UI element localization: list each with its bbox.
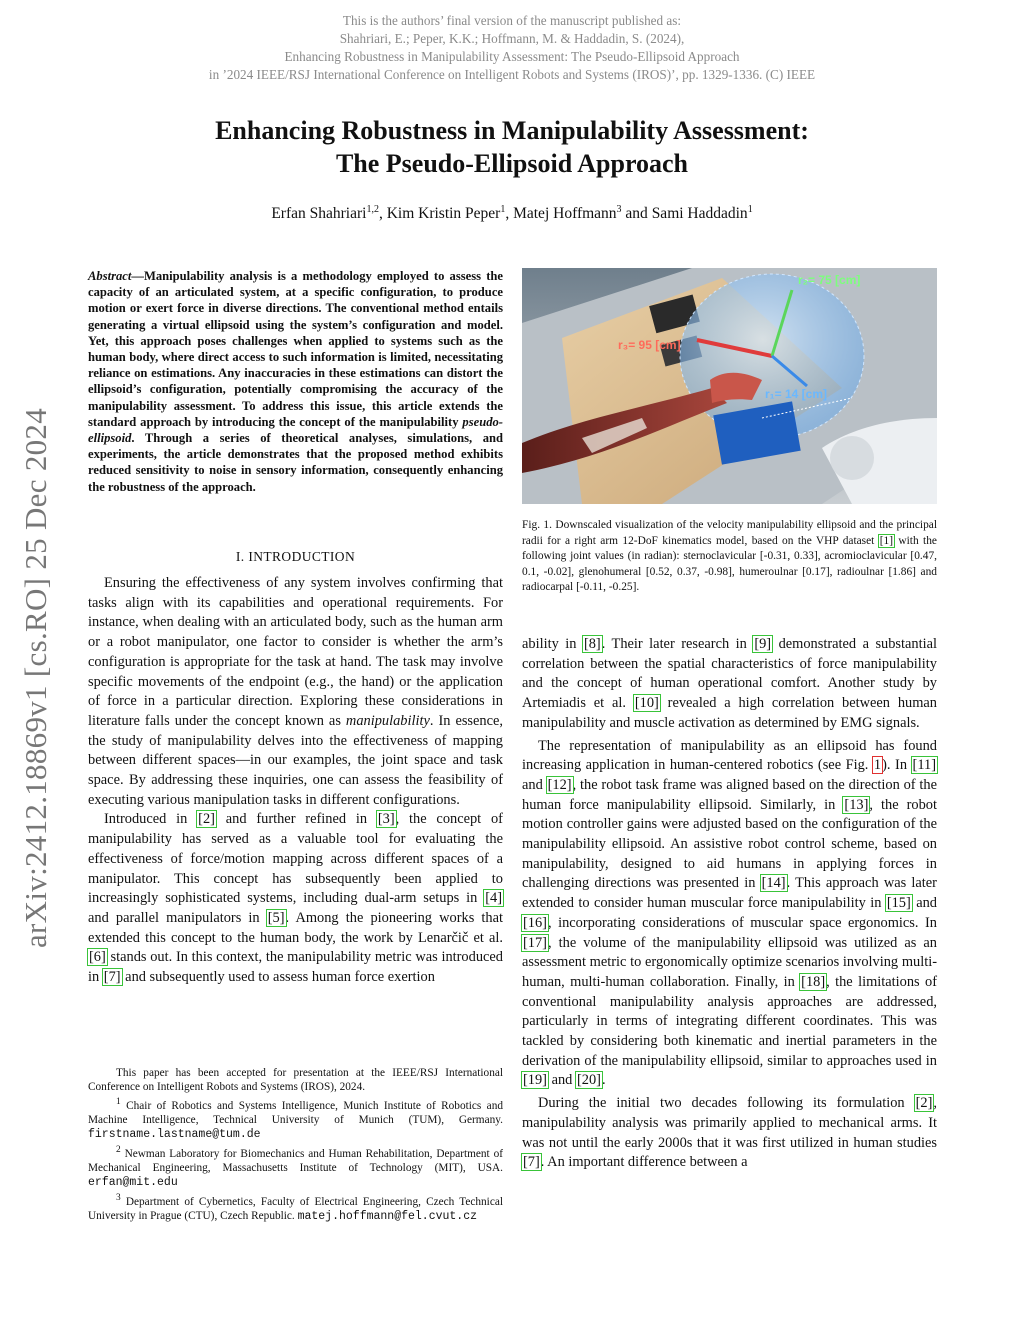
abstract-text: —Manipulability analysis is a methodology employed to assess the capacity of an articulated system, at a specific configuration, to produce motion or exert force in diverse directions. The conventional method entails generating a virtual ellipsoid using the system’s configuration and model. Yet, this approach poses challenges when applied to systems such as the human body, where direct access to such information is limited, necessitating reliance on estimations. Any inaccuracies in these estimations can distort the ellipsoid’s configuration, potentially compromising the accuracy of the manipulability assessment. To address this issue, this article extends the standard approach by introducing the concept of the manipulability: [88, 269, 503, 429]
header-line: Shahriari, E.; Peper, K.K.; Hoffmann, M. & Haddadin, S. (2024),: [339, 31, 685, 46]
citation-link[interactable]: [15]: [886, 895, 911, 912]
right-column-body: [522, 635, 937, 1173]
author: Sami Haddadin$^1$: [651, 204, 753, 223]
radius-label-r1: r₁= 14 [cm]: [765, 387, 827, 401]
header-line: in ’2024 IEEE/RSJ International Conference on Intelligent Robots and Systems (IROS)’, pp. 1329-1336. (C) IEEE: [208, 67, 816, 82]
email-link[interactable]: matej.hoffmann@fel.cvut.cz: [297, 1209, 478, 1223]
citation-link[interactable]: [12]: [547, 776, 572, 793]
citation-link[interactable]: [5]: [267, 909, 285, 926]
paragraph: The representation of manipulability as an ellipsoid has found increasing application in human-centered robotics (see Fig. 1). In [11] and [12], the robot task frame was aligned based on the direction of the human force manipulability ellipsoid. Similarly, in [13], the robot motion controller gains were adjusted based on the configuration of the manipulability ellipsoid. An assistive robot control scheme, based on manipulability, designed to aid humans in applying forces in challenging directions was presented in [14]. This approach was later extended to consider human muscular force manipulability in [15] and [16], incorporating considerations of muscular space ergonomics. In [17], the volume of the manipulability ellipsoid was utilized as an assessment metric to ergonomically optimize scenarios involving multi-human, multi-human collaboration. Finally, in [18], the limitations of conventional manipulability analysis approaches are addressed, particularly in terms of integrating different coordinates. This was tackled by considering both kinematic and inertial parameters in the derivation of the manipulability ellipsoid, similar to approaches used in [19] and [20].: [522, 737, 937, 1089]
paper-title: [0, 114, 1024, 180]
citation-link[interactable]: [6]: [89, 949, 106, 966]
author: Kim Kristin Peper$^1$,: [386, 204, 514, 223]
paragraph: Ensuring the effectiveness of any system involves confirming that tasks align with its capabilities and operational requirements. For instance, when dealing with an articulated body, such as the human arm or a robot manipulator, one factor to consider is whether the arm’s configuration is appropriate for the task at hand. The task may involve specific movements of the endpoint (e.g., the hand) or the application of force in a particular direction. Exploring these considerations in literature falls under the concept known as manipulability. In essence, the study of manipulability delves into the effectiveness of mapping between different spaces—in our examples, the joint space and task space. By addressing these inquiries, one can assess the feasibility of executing various manipulation tasks in different configurations.: [88, 575, 503, 808]
citation-link[interactable]: [16]: [523, 914, 547, 931]
abstract-text: . Through a series of theoretical analyses, simulations, and experiments, the article demonstrates that the proposed method exhibits reduced sensitivity to noise in sensory information, consequently enhancing the robustness of the approach.: [88, 431, 503, 494]
paragraph: During the initial two decades following its formulation [2], manipulability analysis was primarily applied to mechanical arms. It was not until the early 2000s that it was first utilized in human studies [7]. An important difference between a: [522, 1095, 937, 1171]
footnote: $^2$ Newman Laboratory for Biomechanics and Human Rehabilitation, Department of Mechanical Engineering, Massachusetts Institute of Technology (MIT), USA. erfan@mit.edu: [88, 1144, 503, 1190]
figure-1-image: [522, 268, 937, 504]
paragraph: Introduced in [2] and further refined in [3], the concept of manipulability has served as a valuable tool for evaluating the effectiveness of force/motion mapping across different spaces of a manipulator. This concept has subsequently been applied to increasingly sophisticated systems, including dual-arm setups in [4] and parallel manipulators in [5]. Among the pioneering works that extended this concept to the human body, the work by Lenarčič et al. [6] stands out. In this context, the manipulability metric was introduced in [7] and subsequently used to assess human force exertion: [88, 811, 503, 986]
citation-link[interactable]: [10]: [634, 695, 659, 712]
citation-link[interactable]: [19]: [523, 1072, 547, 1089]
citation-link[interactable]: [20]: [576, 1072, 601, 1089]
figure-caption: Fig. 1. Downscaled visualization of the velocity manipulability ellipsoid and the principal radii for a right arm 12-DoF kinematics model, based on the VHP dataset [1] with the following joint values (in radian): sternoclavicular [-0.31, 0.33], acromioclavicular [0.47, 0.1, -0.02], glenohumeral [0.52, 0.37, -0.98], humeroulnar [0.17], radioulnar [1.86] and radiocarpal [-0.11, -0.25].: [522, 519, 937, 593]
citation-link[interactable]: [17]: [523, 934, 547, 951]
email-link[interactable]: firstname.lastname@tum.de: [88, 1128, 261, 1142]
footnote: This paper has been accepted for presentation at the IEEE/RSJ International Conference on Intelligent Robots and Systems (IROS), 2024.: [88, 1067, 503, 1094]
publication-header: [0, 12, 1024, 84]
citation-link[interactable]: [2]: [915, 1095, 933, 1112]
email-link[interactable]: erfan@mit.edu: [88, 1176, 178, 1190]
arm-ellipsoid-illustration: [522, 268, 937, 504]
citation-link[interactable]: [13]: [844, 796, 869, 813]
author: Matej Hoffmann$^3$ and: [513, 204, 652, 223]
author-list: [0, 204, 1024, 223]
citation-link[interactable]: [18]: [801, 973, 826, 990]
radius-label-r3: r₃= 95 [cm]: [618, 338, 681, 352]
footnotes: [88, 1066, 503, 1224]
citation-link[interactable]: [1]: [879, 534, 894, 547]
citation-link[interactable]: [3]: [377, 811, 395, 828]
abstract-italic: pseudo-ellipsoid: [88, 414, 503, 446]
author: Erfan Shahriari$^{1,2}$,: [271, 204, 387, 223]
citation-link[interactable]: [7]: [103, 969, 121, 986]
header-line: Enhancing Robustness in Manipulability Assessment: The Pseudo-Ellipsoid Approach: [284, 49, 740, 64]
citation-link[interactable]: [11]: [912, 757, 936, 774]
title-line: Enhancing Robustness in Manipulability Assessment:: [215, 116, 809, 145]
citation-link[interactable]: [7]: [523, 1154, 540, 1171]
title-line: The Pseudo-Ellipsoid Approach: [335, 149, 689, 178]
citation-link[interactable]: [4]: [485, 890, 502, 907]
section-heading: I. INTRODUCTION: [235, 549, 356, 564]
footnote: $^3$ Department of Cybernetics, Faculty of Electrical Engineering, Czech Technical University in Prague (CTU), Czech Republic. matej.hoffmann@fel.cvut.cz: [88, 1192, 503, 1223]
citation-link[interactable]: [9]: [754, 636, 772, 652]
abstract: [88, 268, 503, 495]
arxiv-identifier: arXiv:2412.18869v1 [cs.RO] 25 Dec 2024: [18, 407, 53, 948]
footnote: $^1$ Chair of Robotics and Systems Intelligence, Munich Institute of Robotics and Machine Intelligence, Technical University of Munich (TUM), Germany. firstname.lastname@tum.de: [88, 1096, 503, 1142]
citation-link[interactable]: [2]: [198, 811, 215, 828]
citation-link[interactable]: [14]: [761, 875, 786, 892]
figure-link[interactable]: 1: [873, 757, 882, 774]
left-column-body: [88, 574, 503, 988]
citation-link[interactable]: [8]: [583, 636, 601, 652]
header-line: This is the authors’ final version of the manuscript published as:: [342, 13, 682, 28]
abstract-label: Abstract: [88, 269, 132, 283]
radius-label-r2: r₂= 75 [cm]: [798, 273, 861, 287]
paragraph: ability in [8]. Their later research in [9] demonstrated a substantial correlation between the spatial characteristics of force manipulability and the concept of human operational comfort. Another study by Artemiadis et al. [10] revealed a high correlation between human manipulability and muscle activation as determined by EMG signals.: [522, 636, 937, 731]
